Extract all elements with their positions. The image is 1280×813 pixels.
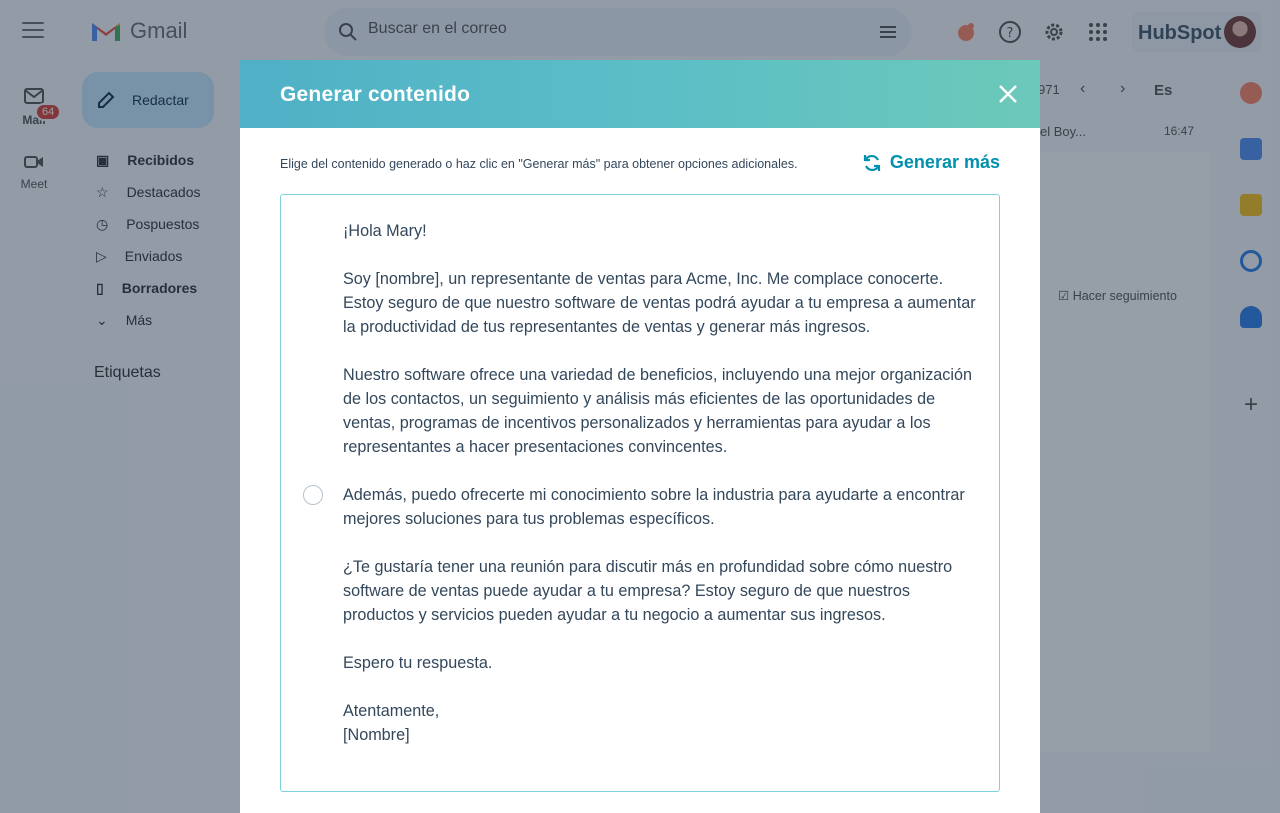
- dialog-header: [240, 60, 1040, 128]
- email-paragraph: Además, puedo ofrecerte mi conocimiento sobre la industria para ayudarte a encontrar mejores soluciones para tus problemas específicos.: [343, 486, 965, 528]
- close-icon[interactable]: [998, 84, 1018, 104]
- email-paragraph: Nuestro software ofrece una variedad de beneficios, incluyendo una mejor organización de los contactos, un seguimiento y análisis más eficientes de las oportunidades de ventas, programas de incentivos personalizados y herramientas para ayudar a los representantes a hacer presentaciones convincentes.: [343, 366, 972, 456]
- email-signature: [Nombre]: [343, 726, 410, 744]
- content-option-card[interactable]: [280, 194, 1000, 792]
- generate-content-dialog: [240, 60, 1040, 813]
- email-closing: Atentamente,: [343, 702, 440, 720]
- dialog-instruction: Elige del contenido generado o haz clic en "Generar más" para obtener opciones adicionales.: [280, 157, 798, 171]
- email-greeting: ¡Hola Mary!: [343, 222, 427, 240]
- dialog-title: Generar contenido: [280, 83, 471, 106]
- email-paragraph: Espero tu respuesta.: [343, 654, 493, 672]
- refresh-icon: [862, 153, 882, 173]
- generate-more-label: Generar más: [889, 152, 1000, 172]
- generated-email-text: [343, 219, 983, 747]
- email-paragraph: Soy [nombre], un representante de ventas para Acme, Inc. Me complace conocerte. Estoy seguro de que nuestro software de ventas podrá ayudar a tu empresa a aumentar la productividad de tus representantes de ventas y generar más ingresos.: [343, 270, 976, 336]
- email-signoff: [343, 699, 983, 747]
- option-radio[interactable]: [303, 485, 323, 505]
- generate-more-button[interactable]: [862, 152, 1000, 173]
- email-paragraph: ¿Te gustaría tener una reunión para discutir más en profundidad sobre cómo nuestro software de ventas puede ayudar a tu empresa? Estoy seguro de que nuestros productos y servicios pueden ayudar a tu negocio a aumentar sus ingresos.: [343, 558, 953, 624]
